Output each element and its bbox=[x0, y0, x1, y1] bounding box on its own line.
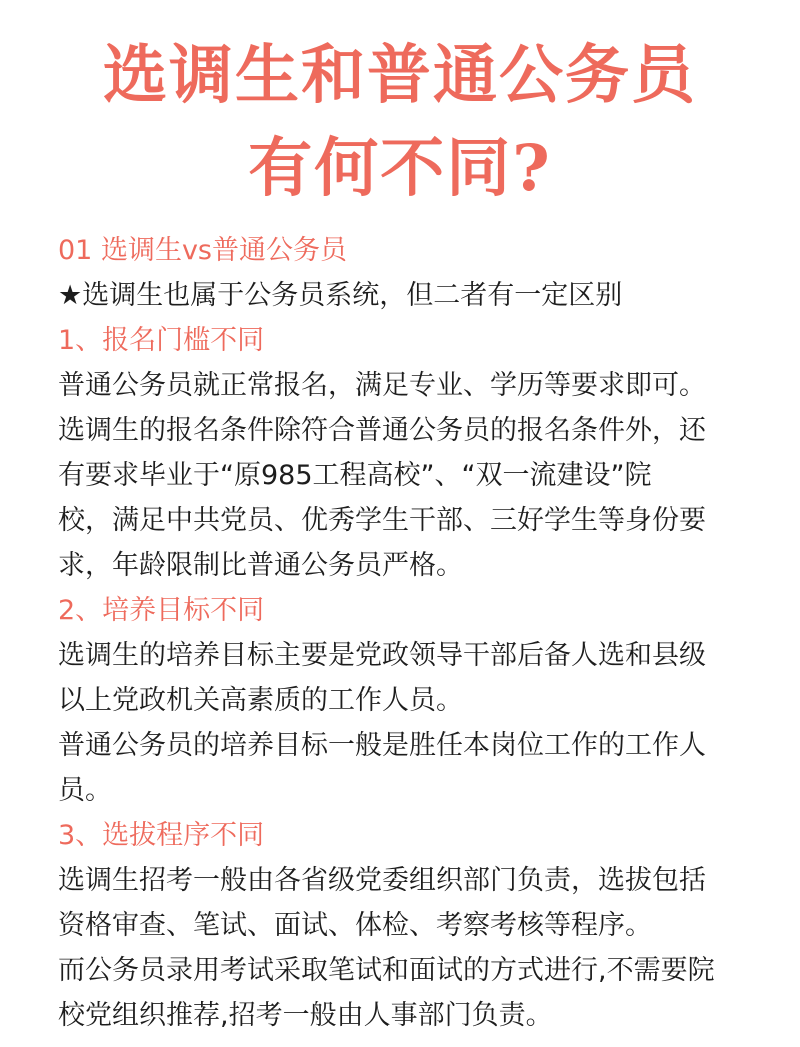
point-2-line: 员。 bbox=[58, 775, 112, 806]
section-intro: ★选调生也属于公务员系统，但二者有一定区别 bbox=[58, 280, 623, 311]
point-1-line: 求，年龄限制比普通公务员严格。 bbox=[58, 550, 463, 581]
article-body bbox=[58, 228, 748, 1038]
point-1-line: 校，满足中共党员、优秀学生干部、三好学生等身份要 bbox=[58, 505, 706, 536]
point-3-line: 而公务员录用考试采取笔试和面试的方式进行,不需要院 bbox=[58, 955, 715, 986]
point-1-line: 选调生的报名条件除符合普通公务员的报名条件外，还 bbox=[58, 415, 706, 446]
point-2-line: 普通公务员的培养目标一般是胜任本岗位工作的工作人 bbox=[58, 730, 706, 761]
page-title-line-2: 有何不同? bbox=[248, 131, 552, 206]
point-1-line: 普通公务员就正常报名，满足专业、学历等要求即可。 bbox=[58, 370, 706, 401]
point-2-line: 选调生的培养目标主要是党政领导干部后备人选和县级 bbox=[58, 640, 706, 671]
point-1-line: 有要求毕业于“原985工程高校”、“双一流建设”院 bbox=[58, 460, 652, 491]
section-heading: 01 选调生vs普通公务员 bbox=[58, 235, 347, 266]
point-3-line: 校党组织推荐,招考一般由人事部门负责。 bbox=[58, 1000, 553, 1031]
point-3-line: 资格审查、笔试、面试、体检、考察考核等程序。 bbox=[58, 910, 652, 941]
point-1-heading: 1、报名门槛不同 bbox=[58, 325, 265, 356]
point-2-heading: 2、培养目标不同 bbox=[58, 595, 265, 626]
point-2-line: 以上党政机关高素质的工作人员。 bbox=[58, 685, 463, 716]
page-title-line-1: 选调生和普通公务员 bbox=[103, 38, 697, 113]
point-3-line: 选调生招考一般由各省级党委组织部门负责，选拔包括 bbox=[58, 865, 706, 896]
point-3-heading: 3、选拔程序不同 bbox=[58, 820, 265, 851]
